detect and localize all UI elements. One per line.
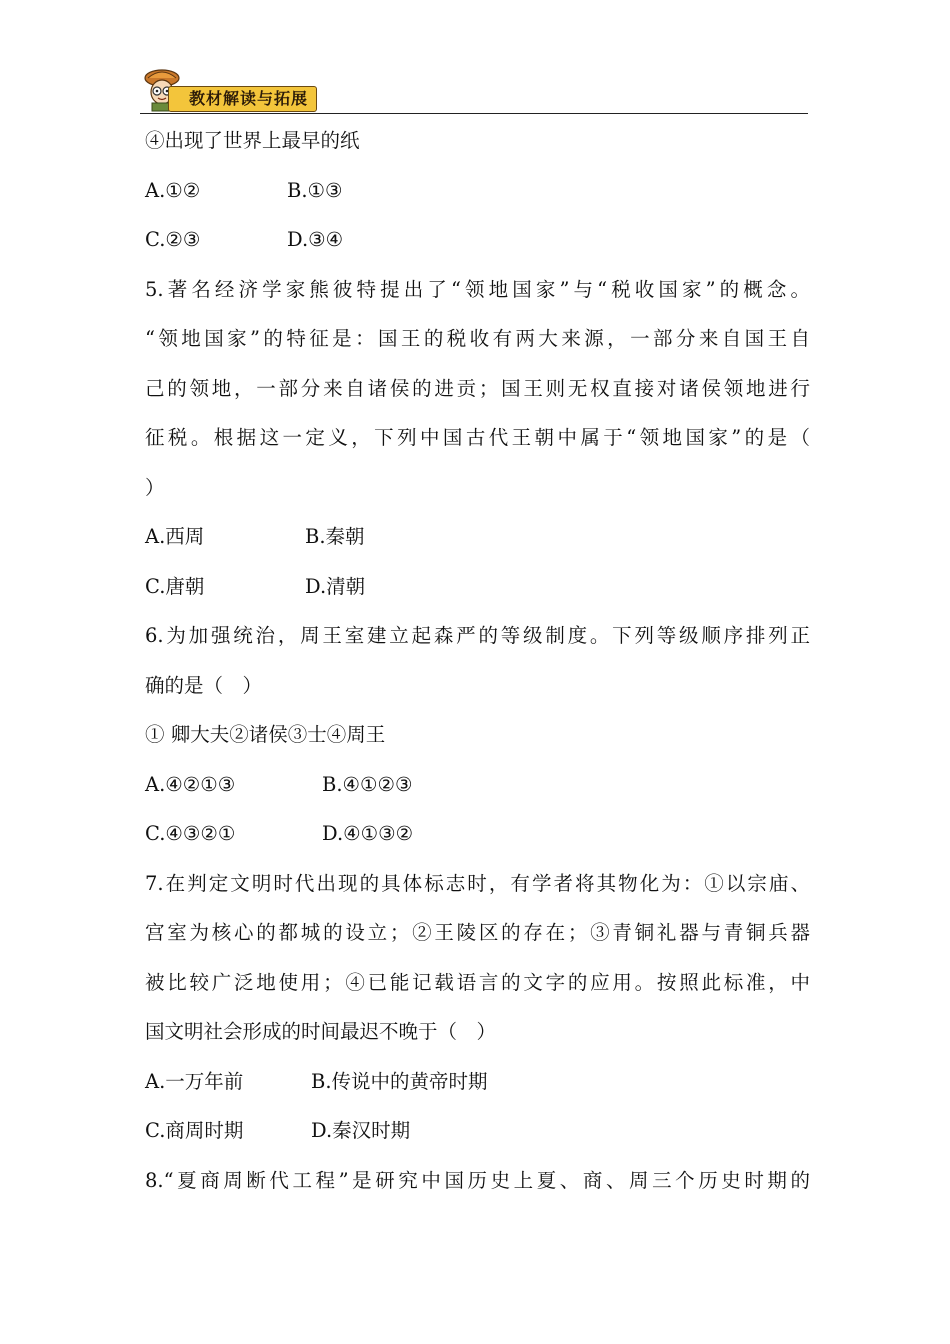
question-7-choice-c: C.商周时期: [145, 1119, 244, 1142]
question-4-choices-row-2: [145, 215, 810, 265]
question-8-stem-line: 8.“夏商周断代工程”是研究中国历史上夏、商、周三个历史时期的: [145, 1168, 810, 1192]
question-4-choice-d: D.③④: [287, 228, 344, 251]
question-6-choice-d: D.④①③②: [322, 822, 414, 845]
question-6-stem-line: 确的是（ ）: [145, 673, 263, 697]
question-5-choice-c: C.唐朝: [145, 574, 205, 598]
question-7-choice-a: A.一万年前: [145, 1069, 244, 1093]
question-5-stem-line: 征税。根据这一定义，下列中国古代王朝中属于“领地国家”的是（: [145, 426, 810, 449]
question-7-stem-line: 被比较广泛地使用；④已能记载语言的文字的应用。按照此标准，中: [145, 970, 810, 994]
header-divider: [140, 113, 808, 114]
question-6-choice-a: A.④②①③: [145, 772, 236, 796]
question-4-choice-a: A.①②: [145, 178, 201, 202]
question-4-choice-c: C.②③: [145, 228, 201, 251]
question-content: [145, 116, 810, 1205]
question-6-choice-b: B.④①②③: [322, 772, 413, 796]
question-5-choices-row-1: [145, 512, 810, 562]
question-7-choices-row-2: [145, 1106, 810, 1156]
question-5-choices-row-2: [145, 562, 810, 612]
question-6-stem-line: 6.为加强统治，周王室建立起森严的等级制度。下列等级顺序排列正: [145, 624, 810, 647]
page-header: [140, 64, 808, 116]
question-7-choice-d: D.秦汉时期: [311, 1119, 411, 1142]
question-4-choices-row-1: [145, 166, 810, 216]
question-6-items: ① 卿大夫②诸侯③士④周王: [145, 723, 386, 746]
question-7-stem-line: 宫室为核心的都城的设立；②王陵区的存在；③青铜礼器与青铜兵器: [145, 921, 810, 944]
question-4-choice-b: B.①③: [287, 178, 343, 202]
question-5-stem-line: ）: [145, 475, 165, 499]
question-5-stem-line: “领地国家”的特征是：国王的税收有两大来源，一部分来自国王自: [145, 327, 810, 350]
question-6-choice-c: C.④③②①: [145, 822, 236, 845]
section-badge: 教材解读与拓展: [168, 86, 317, 112]
question-7-stem-line: 7.在判定文明时代出现的具体标志时，有学者将其物化为：①以宗庙、: [145, 871, 810, 895]
question-5-stem-line: 己的领地，一部分来自诸侯的进贡；国王则无权直接对诸侯领地进行: [145, 376, 810, 400]
question-5-choice-a: A.西周: [145, 525, 205, 548]
question-7-choices-row-1: [145, 1057, 810, 1107]
question-7-stem-line: 国文明社会形成的时间最迟不晚于（ ）: [145, 1020, 497, 1043]
question-5-choice-b: B.秦朝: [305, 525, 365, 548]
question-5-stem-line: 5.著名经济学家熊彼特提出了“领地国家”与“税收国家”的概念。: [145, 277, 810, 301]
question-4-option-item: ④出现了世界上最早的纸: [145, 129, 360, 152]
question-6-choices-row-1: [145, 760, 810, 810]
question-5-choice-d: D.清朝: [305, 574, 366, 598]
question-7-choice-b: B.传说中的黄帝时期: [311, 1069, 488, 1093]
question-6-choices-row-2: [145, 809, 810, 859]
